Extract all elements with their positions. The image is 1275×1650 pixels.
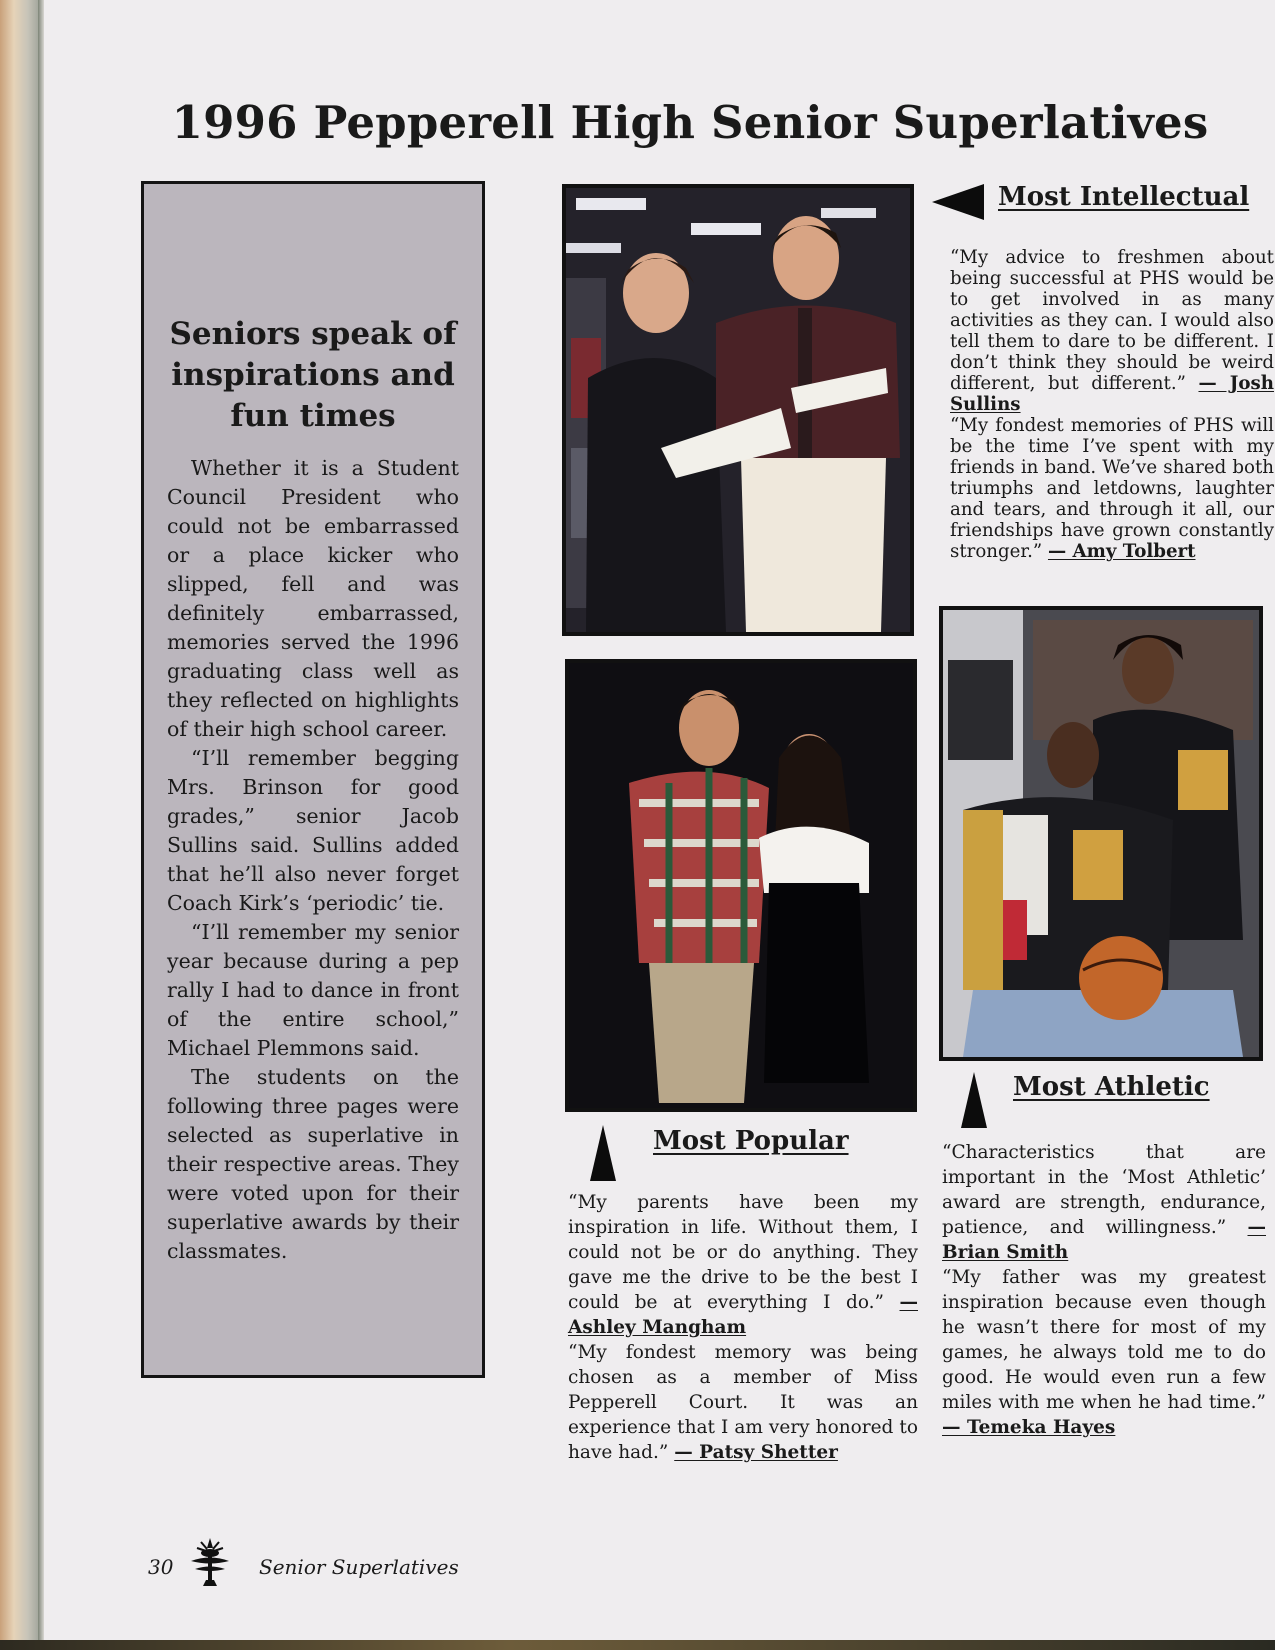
- quote: [942, 1140, 1266, 1265]
- quote-text: “My parents have been my inspiration in life. Without them, I could not be or do anything. They gave me the drive to be the best I could be at everything I do.”: [568, 1192, 918, 1313]
- sidebar-body: [167, 454, 459, 1266]
- quote: [942, 1265, 1266, 1440]
- sidebar-paragraph: “I’ll remember begging Mrs. Brinson for good grades,” senior Jacob Sullins said. Sullins added that he’ll also never forget Coach Kirk’s ‘periodic’ tie.: [167, 746, 459, 915]
- pointer-left-icon: [932, 184, 984, 220]
- section-label: Senior Superlatives: [259, 1555, 459, 1579]
- photo-most-popular: [565, 659, 917, 1112]
- quote-author: — Brian Smith: [942, 1217, 1266, 1263]
- award-title-most-intellectual: Most Intellectual: [998, 182, 1250, 212]
- quote: [568, 1340, 918, 1465]
- quote-text: “My fondest memory was being chosen as a member of Miss Pepperell Court. It was an experience that I am very honored to have had.”: [568, 1342, 918, 1463]
- torch-emblem-icon: [187, 1536, 233, 1588]
- page-number: 30: [148, 1555, 174, 1579]
- sidebar-box: [141, 181, 485, 1378]
- quote: [568, 1190, 918, 1340]
- book-binding: [0, 0, 40, 1650]
- sidebar-paragraph: Whether it is a Student Council President who could not be embarrassed or a place kicker who slipped, fell and was definitely embarrassed, memories served the 1996 graduating class well as they reflected on highlights of their high school career.: [167, 456, 459, 741]
- quotes-most-popular: [568, 1190, 918, 1465]
- pointer-up-icon: [961, 1072, 987, 1128]
- award-title-most-athletic: Most Athletic: [1013, 1072, 1210, 1102]
- quote-author: — Patsy Shetter: [674, 1442, 838, 1463]
- quote-author: — Temeka Hayes: [942, 1417, 1116, 1438]
- sidebar-paragraph: “I’ll remember my senior year because during a pep rally I had to dance in front of the entire school,” Michael Plemmons said.: [167, 920, 459, 1060]
- sidebar-paragraph: The students on the following three pages were selected as superlative in their respective areas. They were voted upon for their superlative awards by their classmates.: [167, 1065, 459, 1263]
- quote-author: — Ashley Mangham: [568, 1292, 918, 1338]
- quote: [950, 247, 1274, 415]
- photo-most-intellectual: [562, 184, 914, 636]
- quote-text: “My advice to freshmen about being successful at PHS would be to get involved in as many activities as they can. I would also tell them to dare to be different. I don’t think they should be weird different, but different.”: [950, 247, 1274, 394]
- quote: [950, 415, 1274, 562]
- quote-text: “My father was my greatest inspiration because even though he wasn’t there for most of my games, he always told me to do good. He would even run a few miles with me when he had time.”: [942, 1267, 1266, 1413]
- page-title: 1996 Pepperell High Senior Superlatives: [171, 96, 1209, 149]
- quote-author: — Amy Tolbert: [1047, 541, 1196, 562]
- quotes-most-athletic: [942, 1140, 1266, 1440]
- quote-text: “My fondest memories of PHS will be the time I’ve spent with my friends in band. We’ve shared both triumphs and letdowns, laughter and tears, and through it all, our friendships have grown constantly stronger.”: [950, 415, 1274, 562]
- quote-author: — Josh Sullins: [950, 373, 1274, 415]
- sidebar-heading: Seniors speak of inspirations and fun times: [169, 316, 457, 434]
- bottom-page-edge: [0, 1640, 1275, 1650]
- pointer-up-icon: [590, 1125, 616, 1181]
- award-title-most-popular: Most Popular: [653, 1126, 849, 1156]
- binding-edge: [38, 0, 44, 1650]
- quote-text: “Characteristics that are important in the ‘Most Athletic’ award are strength, endurance, patience, and willingness.”: [942, 1142, 1266, 1238]
- quotes-most-intellectual: [950, 247, 1274, 562]
- photo-most-athletic: [939, 606, 1263, 1061]
